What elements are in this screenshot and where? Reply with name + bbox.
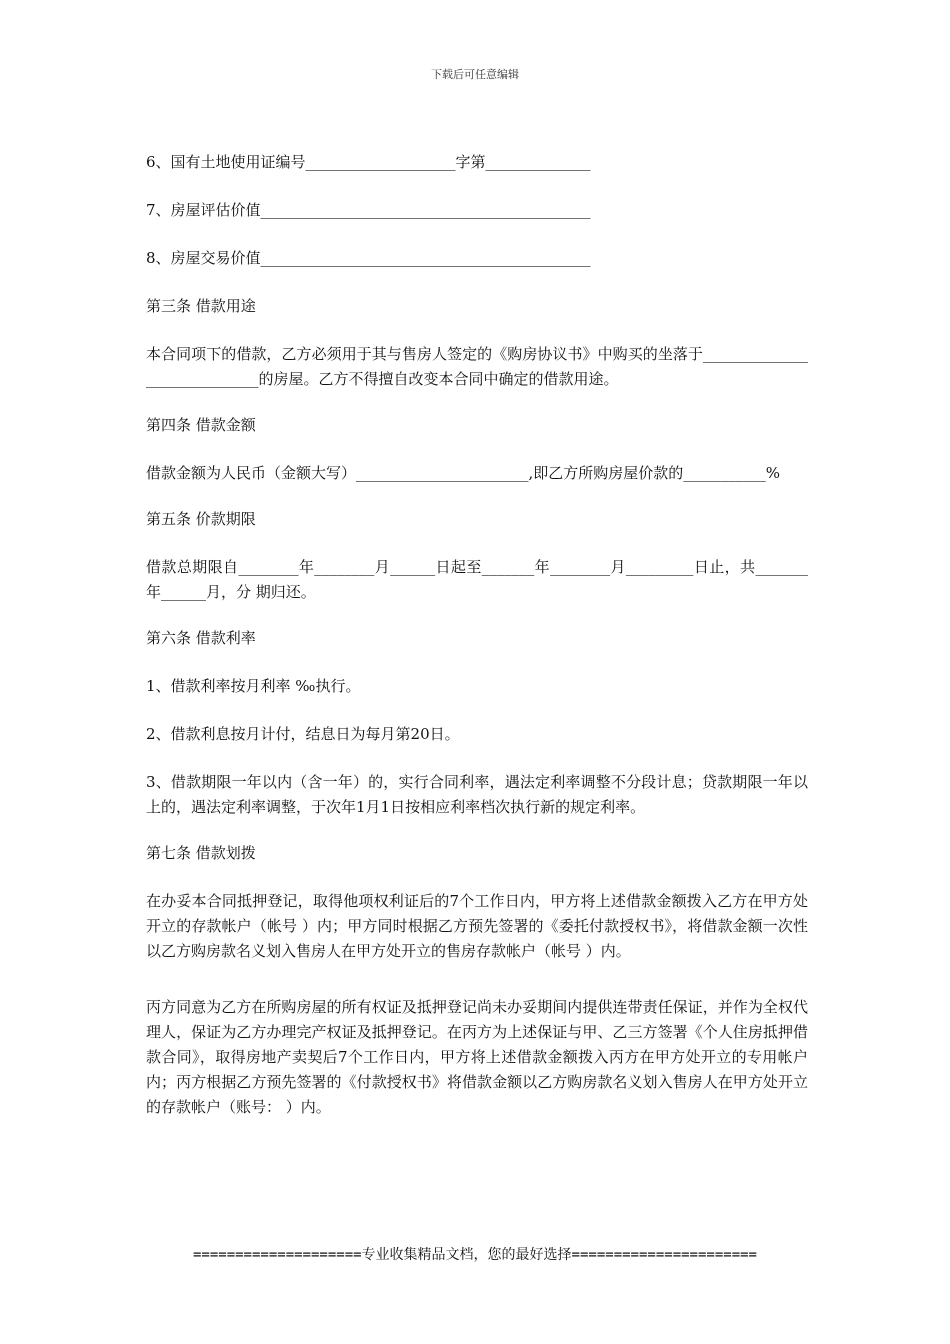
guarantee-text: 丙方同意为乙方在所购房屋的所有权证及抵押登记尚未办妥期间内提供连带责任保证，并作为全权代理人，保证为乙方办理完产权证及抵押登记。在丙方为上述保证与甲、乙三方签署《个人住房抵押借款合同》，取得房地产卖契后7个工作日内，甲方将上述借款金额拨入丙方在甲方处开立的专用帐户内；丙方根据乙方预先签署的《付款授权书》将借款金额以乙方购房款名义划入售房人在甲方处开立的存款帐户（账号： ）内。 [146, 998, 808, 1116]
article-3-text: 本合同项下的借款，乙方必须用于其与售房人签定的《购房协议书》中购买的坐落于_____________________________的房屋。乙方不得擅自改变本合同中确定的借款用途。 [146, 345, 808, 388]
article-6-item-3: 3、借款期限一年以内（含一年）的，实行合同利率，遇法定利率调整不分段计息；贷款期限一年以上的，遇法定利率调整，于次年1月1日按相应利率档次执行新的规定利率。 [146, 773, 808, 816]
article-5-heading: 第五条 价款期限 [146, 510, 256, 528]
article-4-heading: 第四条 借款金额 [146, 416, 256, 434]
page-header-note: 下载后可任意编辑 [431, 68, 519, 81]
document-body [146, 150, 808, 1141]
article-6-item-2: 2、借款利息按月计付，结息日为每月第20日。 [146, 725, 460, 743]
clause-item-6: 6、国有土地使用证编号____________________字第______________ [146, 153, 591, 171]
article-6-item-1: 1、借款利率按月利率 ‰执行。 [146, 677, 361, 695]
article-7-text: 在办妥本合同抵押登记，取得他项权利证后的7个工作日内，甲方将上述借款金额拨入乙方在甲方处开立的存款帐户（帐号 ）内；甲方同时根据乙方预先签署的《委托付款授权书》，将借款金额一次性以乙方购房款名义划入售房人在甲方处开立的售房存款帐户（帐号 ）内。 [146, 892, 808, 960]
page-footer-banner: ====================专业收集精品文档，您的最好选择====================== [192, 1247, 757, 1263]
article-5-text: 借款总期限自________年________月______日起至_______年________月_________日止，共_______年______月，分 期归还。 [146, 558, 808, 601]
article-6-heading: 第六条 借款利率 [146, 629, 256, 647]
clause-item-8: 8、房屋交易价值____________________________________________ [146, 249, 591, 267]
article-4-text: 借款金额为人民币（金额大写）_______________________,即乙方所购房屋价款的___________% [146, 464, 781, 482]
article-3-heading: 第三条 借款用途 [146, 297, 256, 315]
article-7-heading: 第七条 借款划拨 [146, 844, 256, 862]
clause-item-7: 7、房屋评估价值____________________________________________ [146, 201, 591, 219]
